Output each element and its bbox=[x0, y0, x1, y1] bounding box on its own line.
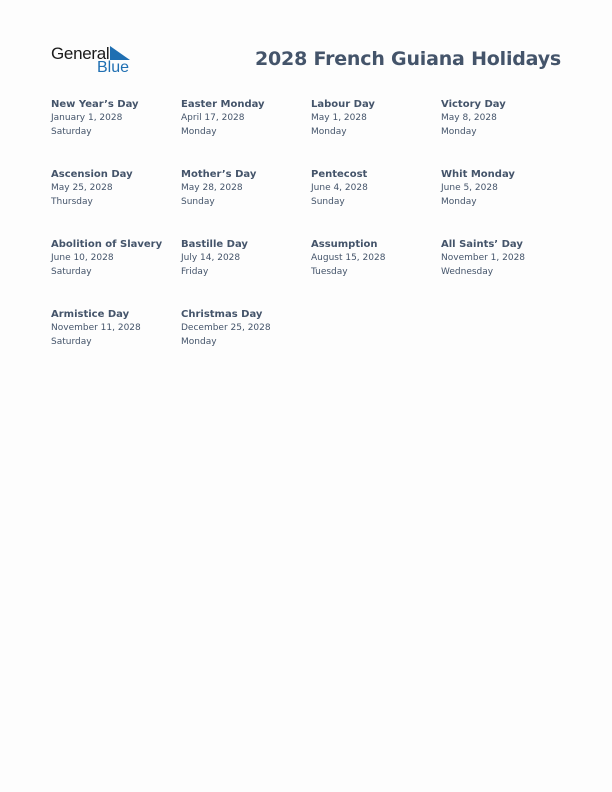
holiday-name: Mother’s Day bbox=[181, 169, 257, 180]
holiday-date: November 1, 2028 bbox=[441, 253, 526, 263]
holiday-weekday: Saturday bbox=[51, 266, 92, 277]
holiday-weekday: Friday bbox=[181, 266, 209, 277]
generalblue-logo bbox=[51, 44, 133, 78]
holiday-item bbox=[51, 98, 181, 168]
holiday-grid bbox=[51, 98, 571, 378]
holiday-date: November 11, 2028 bbox=[51, 323, 141, 333]
page-title: 2028 French Guiana Holidays bbox=[255, 48, 561, 70]
logo-text-general: General bbox=[51, 44, 110, 63]
holiday-weekday: Monday bbox=[441, 126, 477, 137]
holiday-item bbox=[51, 168, 181, 238]
holiday-name: Christmas Day bbox=[181, 309, 263, 320]
holiday-name: Easter Monday bbox=[181, 99, 265, 110]
holiday-name: Armistice Day bbox=[51, 309, 130, 320]
holiday-weekday: Monday bbox=[441, 196, 477, 207]
holiday-name: Whit Monday bbox=[441, 169, 515, 180]
holiday-weekday: Monday bbox=[181, 336, 217, 347]
holiday-name: Abolition of Slavery bbox=[51, 239, 163, 250]
holiday-item bbox=[311, 238, 441, 308]
logo-triangle-icon bbox=[110, 46, 130, 60]
holiday-date: April 17, 2028 bbox=[181, 113, 245, 123]
holiday-item bbox=[311, 168, 441, 238]
holiday-date: December 25, 2028 bbox=[181, 323, 271, 333]
holiday-date: June 5, 2028 bbox=[441, 183, 498, 193]
holiday-date: June 10, 2028 bbox=[51, 253, 114, 263]
holiday-item bbox=[311, 98, 441, 168]
holiday-name: Assumption bbox=[311, 239, 378, 250]
holiday-item bbox=[181, 308, 311, 378]
holiday-name: All Saints’ Day bbox=[441, 239, 523, 250]
holiday-item bbox=[441, 238, 571, 308]
holiday-weekday: Saturday bbox=[51, 336, 92, 347]
holiday-weekday: Tuesday bbox=[311, 266, 348, 277]
holiday-item bbox=[181, 98, 311, 168]
holiday-date: May 8, 2028 bbox=[441, 113, 497, 123]
holiday-weekday: Sunday bbox=[181, 196, 215, 207]
holiday-weekday: Monday bbox=[181, 126, 217, 137]
holiday-date: June 4, 2028 bbox=[311, 183, 368, 193]
logo-text-blue: Blue bbox=[97, 59, 130, 76]
holiday-name: Victory Day bbox=[441, 99, 506, 110]
holiday-date: July 14, 2028 bbox=[181, 253, 241, 263]
holiday-item bbox=[441, 168, 571, 238]
holiday-date: May 28, 2028 bbox=[181, 183, 243, 193]
holiday-name: Pentecost bbox=[311, 169, 368, 180]
holiday-date: January 1, 2028 bbox=[51, 113, 123, 123]
holiday-name: Bastille Day bbox=[181, 239, 248, 250]
holiday-date: May 25, 2028 bbox=[51, 183, 113, 193]
holiday-weekday: Saturday bbox=[51, 126, 92, 137]
holiday-weekday: Wednesday bbox=[441, 266, 494, 277]
holiday-item bbox=[441, 98, 571, 168]
holiday-weekday: Sunday bbox=[311, 196, 345, 207]
holiday-item bbox=[181, 168, 311, 238]
holiday-name: Labour Day bbox=[311, 99, 375, 110]
holiday-item bbox=[51, 308, 181, 378]
holiday-name: Ascension Day bbox=[51, 169, 133, 180]
holiday-name: New Year’s Day bbox=[51, 99, 139, 110]
holiday-date: May 1, 2028 bbox=[311, 113, 367, 123]
holiday-item bbox=[51, 238, 181, 308]
holiday-item bbox=[181, 238, 311, 308]
holiday-date: August 15, 2028 bbox=[311, 253, 386, 263]
holiday-weekday: Monday bbox=[311, 126, 347, 137]
holiday-weekday: Thursday bbox=[51, 196, 93, 207]
